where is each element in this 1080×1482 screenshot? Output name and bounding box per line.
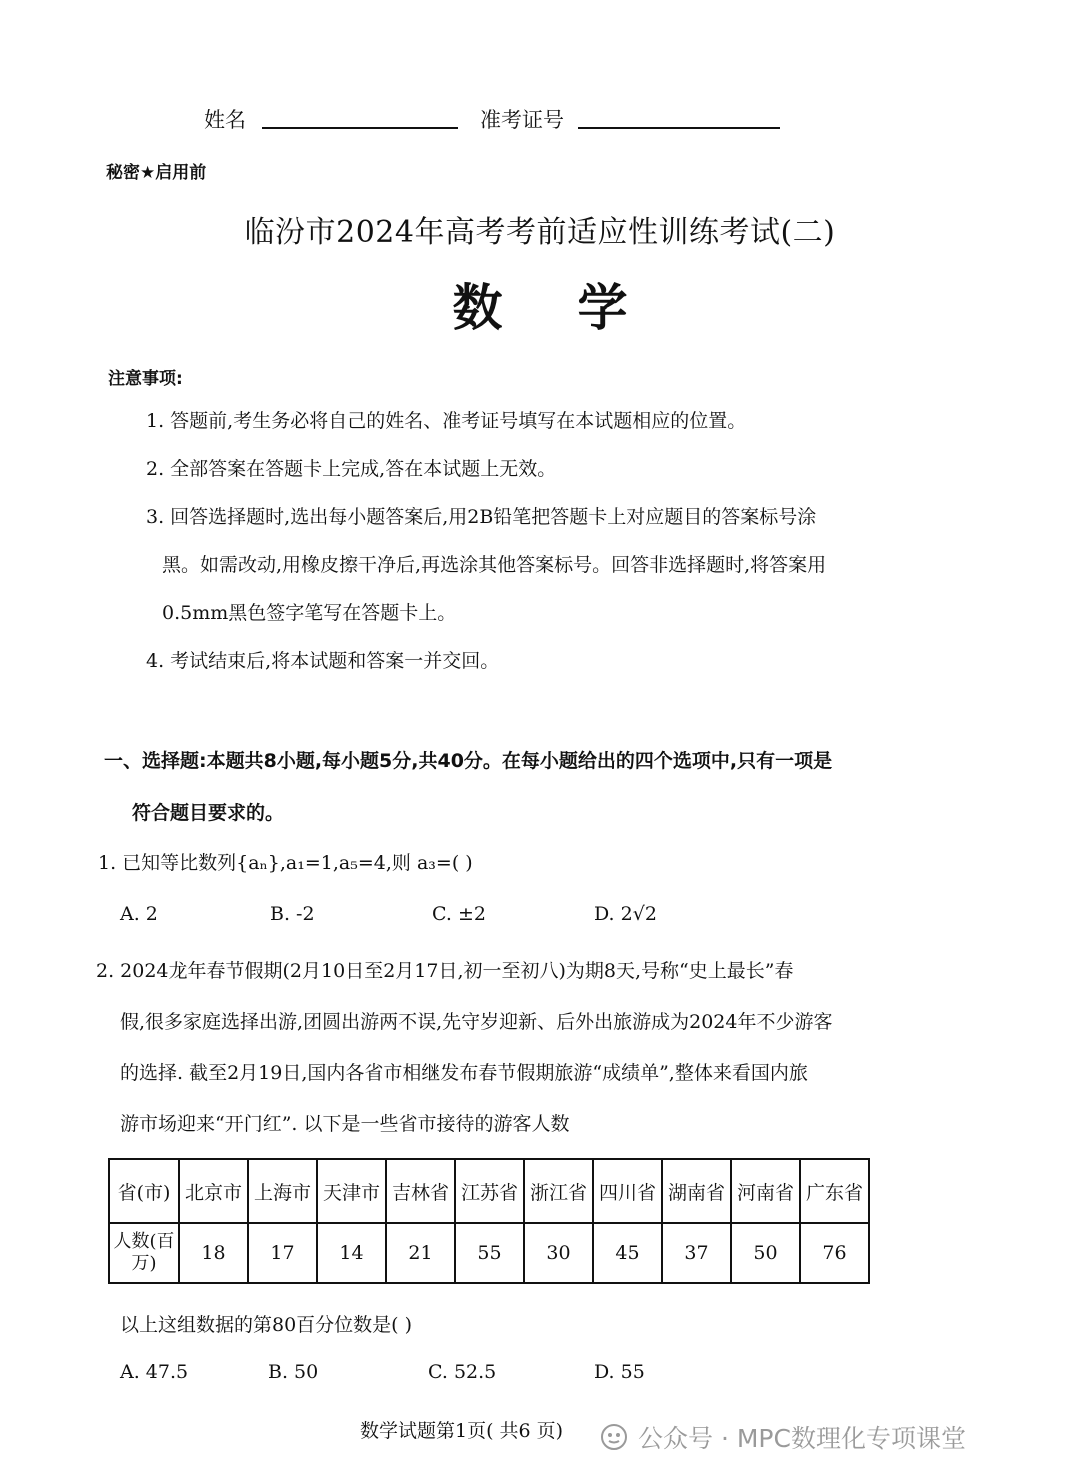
page-footer: 数学试题第1页( 共6 页) [360, 1420, 564, 1442]
table-header-row [109, 1159, 869, 1223]
table-value: 21 [386, 1223, 455, 1283]
q2-option-c: C. 52.5 [428, 1361, 497, 1383]
table-header-label: 省(市) [109, 1159, 179, 1223]
table-value-row [109, 1223, 869, 1283]
exam-title: 临汾市2024年高考考前适应性训练考试(二) [244, 215, 836, 250]
question-2-line-1: 2. 2024龙年春节假期(2月10日至2月17日,初一至初八)为期8天,号称“史上最长”春 [96, 960, 794, 982]
table-province: 上海市 [248, 1159, 317, 1223]
q1-option-c: C. ±2 [432, 903, 486, 925]
table-value: 30 [524, 1223, 593, 1283]
table-province: 天津市 [317, 1159, 386, 1223]
notice-heading: 注意事项: [108, 369, 183, 389]
table-value: 37 [662, 1223, 731, 1283]
table-value: 76 [800, 1223, 869, 1283]
name-blank-line [262, 127, 458, 129]
section-heading: 一、选择题:本题共8小题,每小题5分,共40分。在每小题给出的四个选项中,只有一项是 [104, 750, 833, 772]
q1-option-a: A. 2 [120, 903, 158, 925]
table-province: 四川省 [593, 1159, 662, 1223]
table-value: 18 [179, 1223, 248, 1283]
table-value: 45 [593, 1223, 662, 1283]
notice-item-1: 1. 答题前,考生务必将自己的姓名、准考证号填写在本试题相应的位置。 [146, 410, 747, 432]
table-row-label: 人数(百万) [109, 1223, 179, 1283]
question-2-line-3: 的选择. 截至2月19日,国内各省市相继发布春节假期旅游“成绩单”,整体来看国内旅 [120, 1062, 808, 1084]
table-value: 55 [455, 1223, 524, 1283]
tourist-table [108, 1158, 870, 1284]
notice-item-3-cont2: 0.5mm黑色签字笔写在答题卡上。 [162, 602, 457, 624]
question-2-line-4: 游市场迎来“开门红”. 以下是一些省市接待的游客人数 [120, 1113, 570, 1135]
confidential-mark: 秘密★启用前 [106, 163, 207, 183]
question-1-stem: 1. 已知等比数列{aₙ},a₁=1,a₅=4,则 a₃=( ) [98, 852, 473, 874]
notice-item-2: 2. 全部答案在答题卡上完成,答在本试题上无效。 [146, 458, 557, 480]
admission-id-blank-line [578, 127, 780, 129]
name-label: 姓名 [204, 108, 246, 132]
notice-item-3: 3. 回答选择题时,选出每小题答案后,用2B铅笔把答题卡上对应题目的答案标号涂 [146, 506, 817, 528]
table-province: 吉林省 [386, 1159, 455, 1223]
question-2-line-2: 假,很多家庭选择出游,团圆出游两不误,先守岁迎新、后外出旅游成为2024年不少游客 [120, 1011, 833, 1033]
table-province: 湖南省 [662, 1159, 731, 1223]
table-province: 北京市 [179, 1159, 248, 1223]
section-heading-cont: 符合题目要求的。 [132, 802, 285, 824]
table-province: 浙江省 [524, 1159, 593, 1223]
q1-option-b: B. -2 [270, 903, 315, 925]
admission-id-label: 准考证号 [480, 108, 564, 132]
q2-option-b: B. 50 [268, 1361, 319, 1383]
table-province: 河南省 [731, 1159, 800, 1223]
wechat-icon [600, 1423, 628, 1451]
notice-item-4: 4. 考试结束后,将本试题和答案一并交回。 [146, 650, 500, 672]
q1-option-d: D. 2√2 [594, 903, 657, 925]
q2-option-d: D. 55 [594, 1361, 645, 1383]
question-2-prompt: 以上这组数据的第80百分位数是( ) [120, 1314, 413, 1336]
subject-title: 数学 [452, 279, 703, 337]
q2-option-a: A. 47.5 [120, 1361, 189, 1383]
table-value: 14 [317, 1223, 386, 1283]
watermark-text: 公众号 · MPC数理化专项课堂 [638, 1424, 966, 1453]
table-value: 50 [731, 1223, 800, 1283]
table-province: 广东省 [800, 1159, 869, 1223]
table-value: 17 [248, 1223, 317, 1283]
notice-item-3-cont: 黑。如需改动,用橡皮擦干净后,再选涂其他答案标号。回答非选择题时,将答案用 [162, 554, 827, 576]
table-province: 江苏省 [455, 1159, 524, 1223]
watermark [600, 1419, 966, 1455]
